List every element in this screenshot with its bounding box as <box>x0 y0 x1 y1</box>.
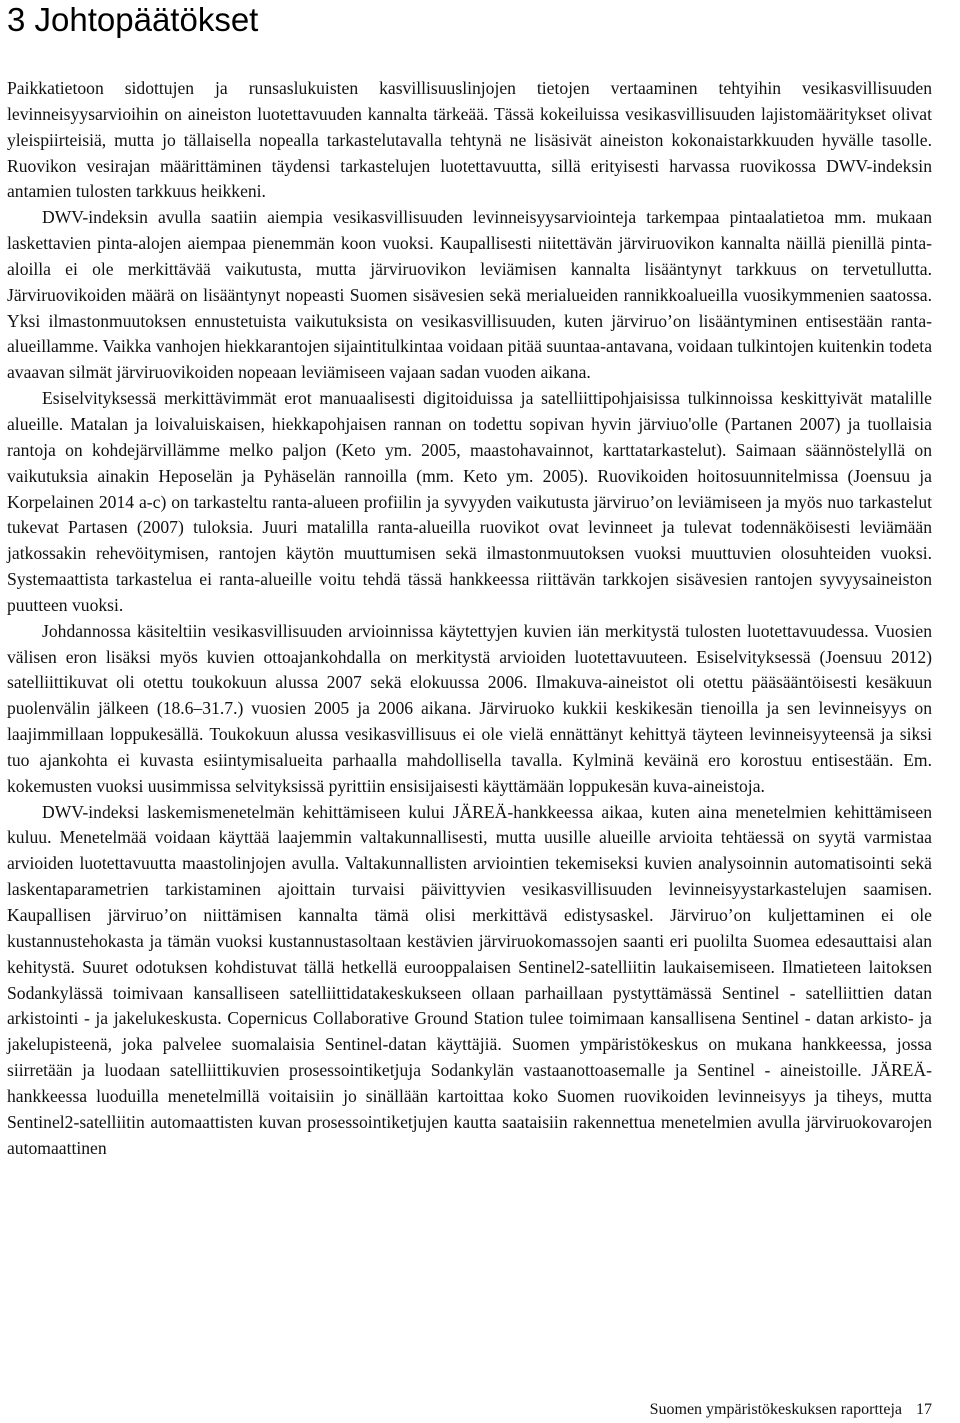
paragraph-4: Johdannossa käsiteltiin vesikasvillisuuden arvioinnissa käytettyjen kuvien iän merkitystä tulosten luotettavuudessa. Vuosien välisen eron lisäksi myös kuvien ottoajankohdalla on merkitystä arvioiden luotettavuuteen. Esiselvityksessä (Joensuu 2012) satelliittikuvat oli otettu toukokuun alussa 2007 sekä elokuussa 2006. Ilmakuva-aineistot oli otettu pääsääntöisesti kesäkuun puolenvälin jälkeen (18.6–31.7.) vuosien 2005 ja 2006 aikana. Järviruoko kukkii keskikesän tienoilla ja sen levinneisyys on laajimmillaan loppukesällä. Toukokuun alussa vesikasvillisuus ei ole vielä ennättänyt kehittyä täyteen levinneisyyteensä ja siksi tuo ajankohta ei kuvasta esiintymisalueita parhaalla mahdollisella tavalla. Kylminä keväinä ero korostuu entisestään. Em. kokemusten vuoksi uusimmissa selvityksissä pyrittiin ensisijaisesti käyttämään loppukesän kuva-aineistoja. <box>7 620 932 796</box>
paragraph-5: DWV-indeksi laskemismenetelmän kehittämiseen kului JÄREÄ-hankkeessa aikaa, kuten aina menetelmien kehittämiseen kuluu. Menetelmää voidaan käyttää laajemmin valtakunnallisesti, mutta uusille alueille arvioita tehtäessä on syytä varmistaa arvioiden luotettavuutta maastolinjojen avulla. Valtakunnallisten arviointien tekemiseksi kuvien analysoinnin automatisointi sekä laskentaparametrien tarkistaminen ajoittain turvaisi päivittyvien vesikasvillisuuden levinneisyystarkastelujen saamisen. Kaupallisen järviruo’on niittämisen kannalta tämä olisi merkittävä edistysaskel. Järviruo’on kuljettaminen ei ole kustannustehokasta ja tämän vuoksi kustannustasoltaan kestävien järviruokomassojen saanti eri puolilta Suomea edesauttaisi alan kehitystä. Suuret odotuksen kohdistuvat tällä hetkellä eurooppalaisen Sentinel2-satelliitin laukaisemiseen. Ilmatieteen laitoksen Sodankylässä toimivaan kansalliseen satelliittidatakeskukseen ollaan parhaillaan pystyttämässä Sentinel - satelliittien datan arkistointi - ja jakelukeskusta. Copernicus Collaborative Ground Station tulee toimimaan kansallisena Sentinel - datan arkisto- ja jakelupisteenä, joka palvelee suomalaisia Sentinel-datan käyttäjiä. Suomen ympäristökeskus on mukana hankkeessa, jossa siirretään ja luodaan satelliittikuvien prosessointiketjuja Sodankylän vastaanottoasemalle ja Sentinel - aineistoille. JÄREÄ-hankkeessa luoduilla menetelmillä voitaisiin jo sinällään kartoittaa koko Suomen ruovikoiden levinneisyys ja tiheys, mutta Sentinel2-satelliitin automaattisten kuvan prosessointiketjujen kautta saataisiin rakennettua menetelmien avulla järviruokovarojen automaattinen <box>7 801 932 1158</box>
paragraph-2: DWV-indeksin avulla saatiin aiempia vesikasvillisuuden levinneisyysarviointeja tarkempaa pintaalatietoa mm. mukaan laskettavien pinta-alojen aiempaa pienemmän koon vuoksi. Kaupallisesti niitettävän järviruovikon kannalta näillä pienillä pinta-aloilla ei ole merkittävää vaikutusta, mutta järviruovikon leviämisen kannalta lisääntynyt tarkkuus on tervetullutta. Järviruovikoiden määrä on lisääntynyt nopeasti Suomen sisävesien sekä merialueiden rannikkoalueilla vuosikymmenien saatossa. Yksi ilmastonmuutoksen ennustetuista vaikutuksista on vesikasvillisuuden, kuten järviruo’on lisääntyminen entisestään ranta-alueillamme. Vaikka vanhojen hiekkarantojen sijaintitulkintaa voidaan pitää suuntaa-antavana, voidaan tulkintojen kuitenkin todeta avaavan silmät järviruovikoiden nopeaan leviämiseen vajaan sadan vuoden aikana. <box>7 207 932 383</box>
page-footer <box>650 1401 932 1419</box>
page-number: 17 <box>916 1401 932 1418</box>
body-text <box>7 76 932 1161</box>
paragraph-1: Paikkatietoon sidottujen ja runsaslukuisten kasvillisuuslinjojen tietojen vertaaminen tehtyihin vesikasvillisuuden levinneisyysarvioihin on aineiston luotettavuuden kannalta tärkeää. Tässä kokeiluissa vesikasvillisuuden lajistomääritykset olivat yleispiirteisiä, mutta jo tällaisella nopealla tarkastelutavalla tehtynä ne lisäsivät aineiston kokonaistarkkuuden hyvälle tasolle. Ruovikon vesirajan määrittäminen täydensi tarkastelujen luotettavuutta, sillä erityisesti harvassa ruovikossa DWV-indeksin antamien tulosten tarkkuus heikkeni. <box>7 78 932 202</box>
page-content <box>7 0 932 1161</box>
chapter-heading: 3 Johtopäätökset <box>7 1 259 38</box>
paragraph-3: Esiselvityksessä merkittävimmät erot manuaalisesti digitoiduissa ja satelliittipohjaisissa tulkinnoissa keskittyivät matalille alueille. Matalan ja loivaluiskaisen, hiekkapohjaisen rannan on todettu sopivan hyvin järviuo'olle (Partanen 2007) ja tuollaisia rantoja on kohdejärvillämme melko paljon (Keto ym. 2005, maastohavainnot, karttatarkastelut). Saimaan säännöstelyllä on vaikutuksia ainakin Heposelän ja Pyhäselän rannoilla (mm. Keto ym. 2005). Ruovikoiden hoitosuunnitelmissa (Joensuu ja Korpelainen 2014 a-c) on tarkasteltu ranta-alueen profiilin ja syvyyden vaikutusta järviruo’on leviämiseen ja myös nuo tarkastelut tukevat Partasen (2007) tuloksia. Juuri matalilla ranta-alueilla ruovikot ovat levinneet ja tulevat todennäköisesti leviämään jatkossakin rehevöitymisen, rantojen käytön muuttumisen sekä ilmastonmuutoksen vuoksi muuttuvien olosuhteiden vuoksi. Systemaattista tarkastelua ei ranta-alueille voitu tehdä tässä hankkeessa riittävän tarkkojen sisävesien rantojen syvyysaineiston puutteen vuoksi. <box>7 388 932 615</box>
publication-name: Suomen ympäristökeskuksen raportteja <box>649 1401 902 1418</box>
